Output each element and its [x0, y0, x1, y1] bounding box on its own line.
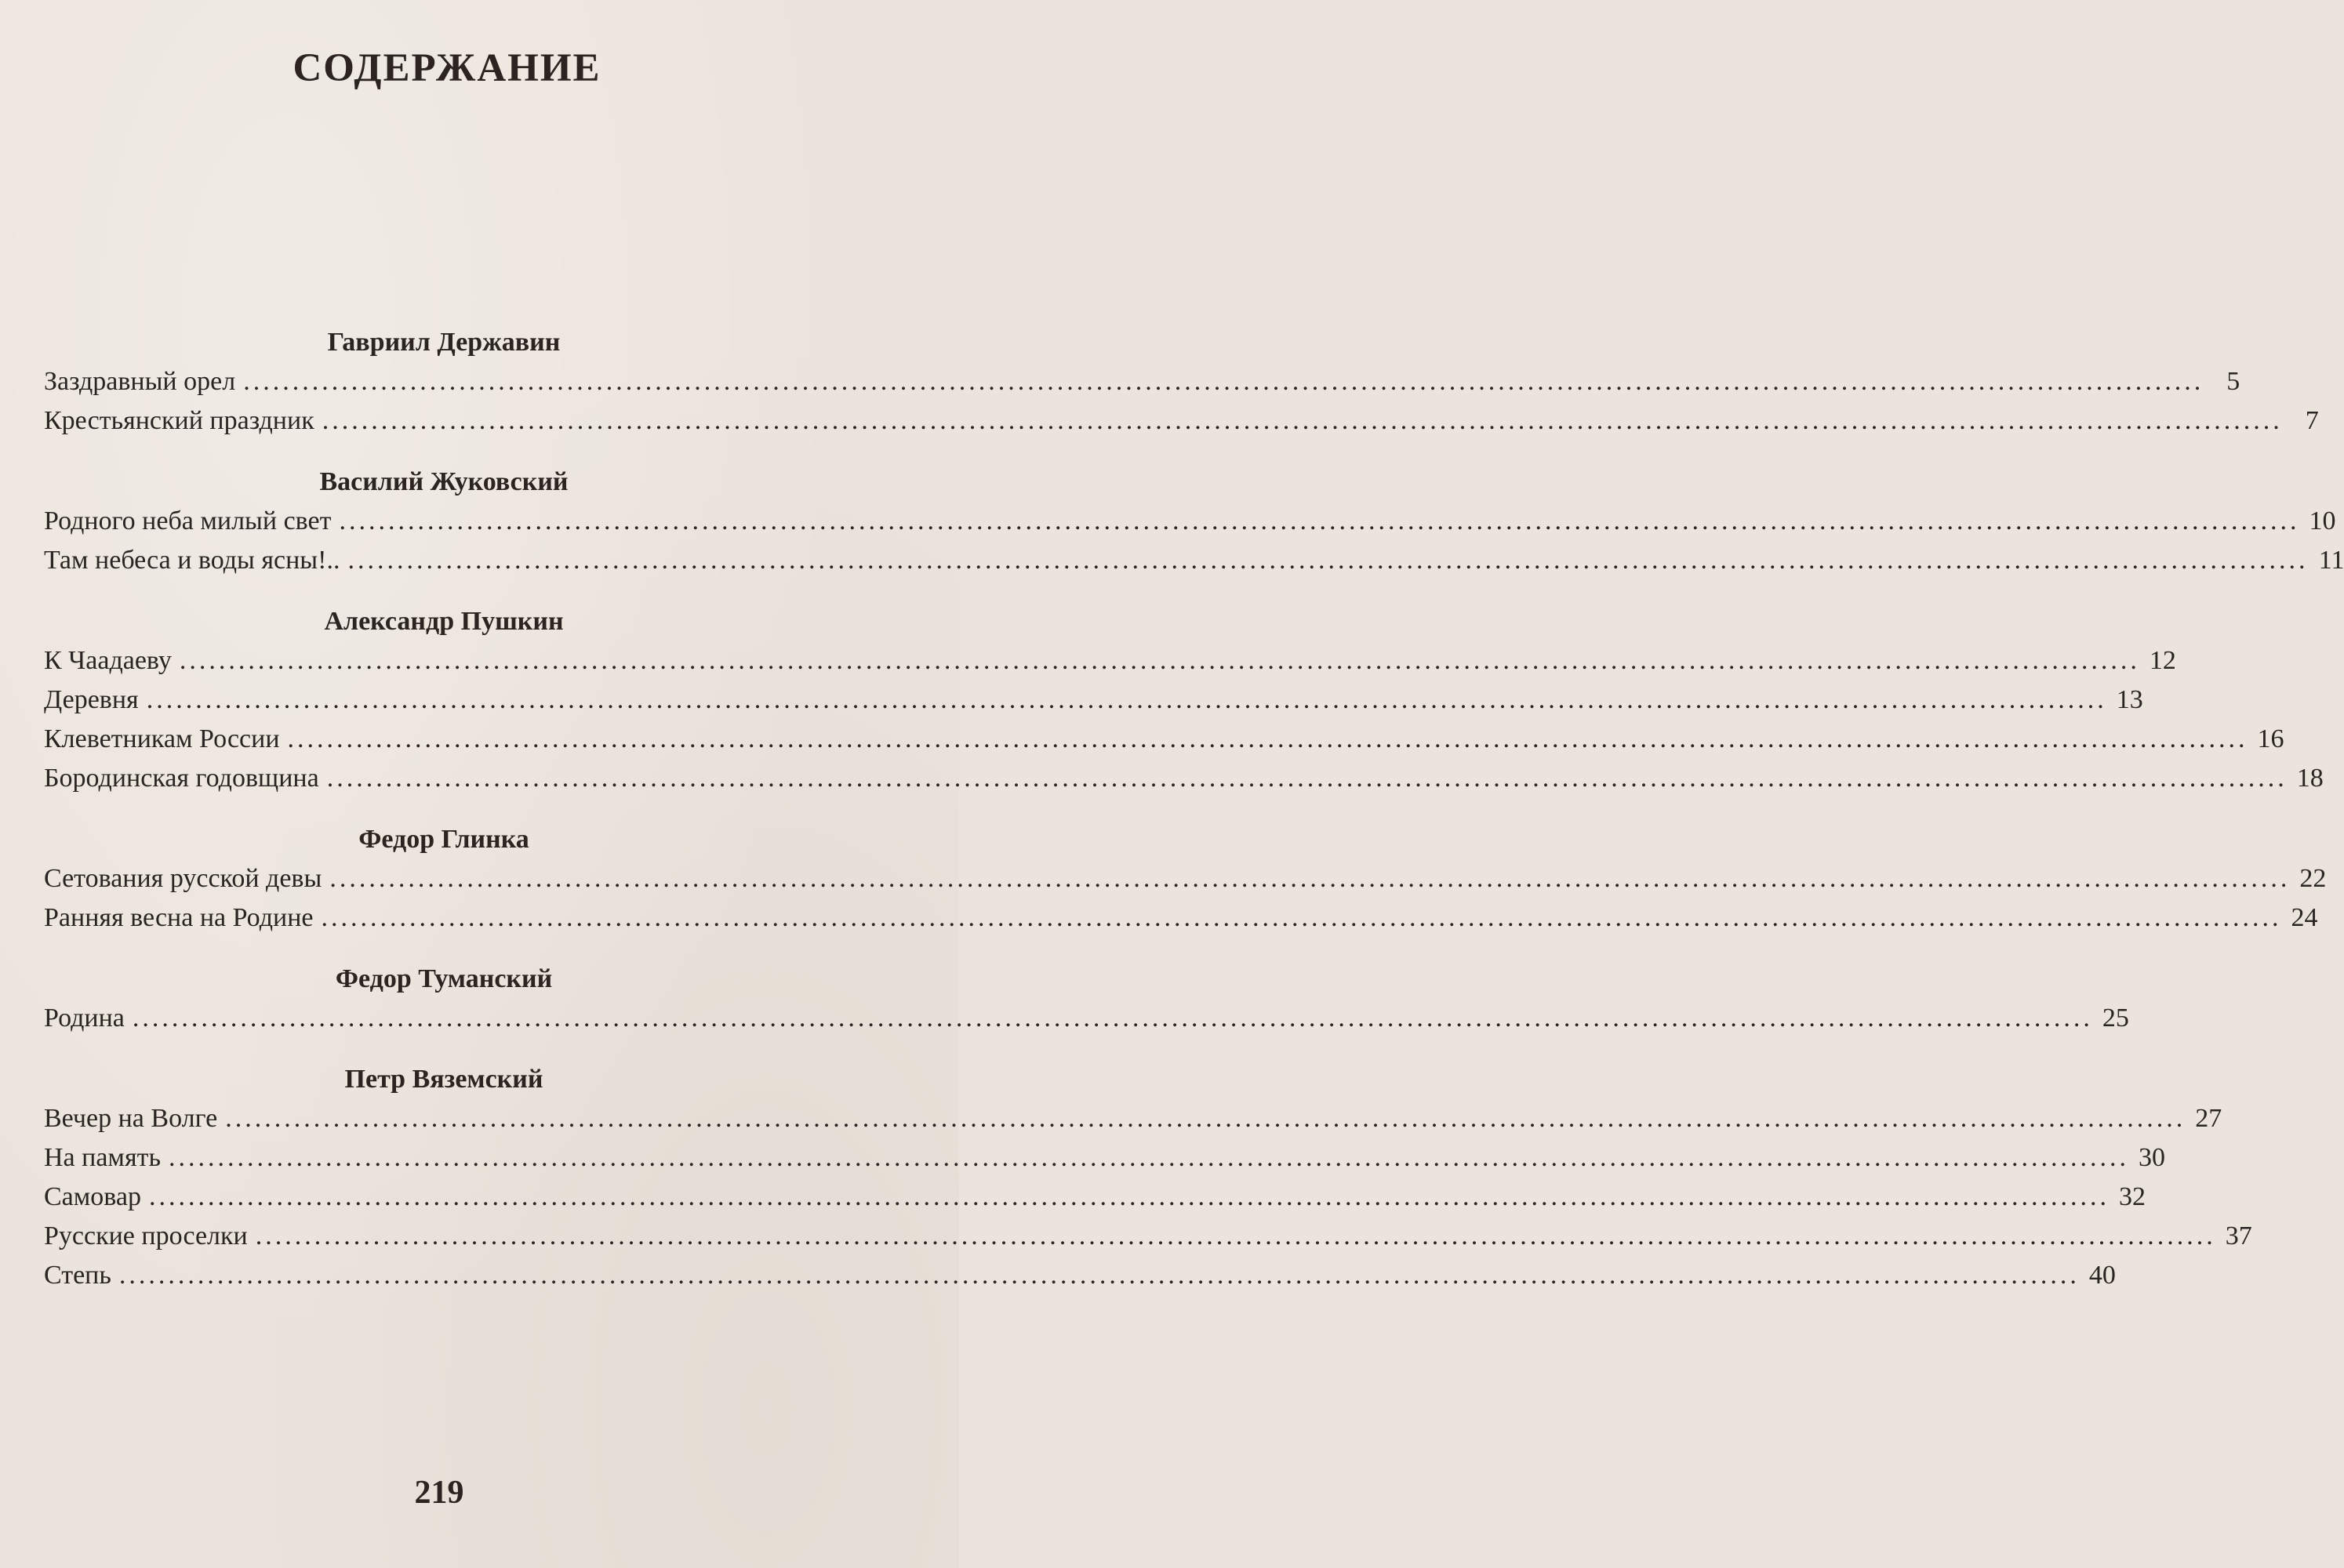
- dot-leader: ........................................................................................................................................................................................................: [118, 1261, 2080, 1290]
- entry-page-number: 32: [2118, 1182, 2146, 1211]
- toc-entry: [44, 898, 2318, 938]
- entry-page-number: 22: [2299, 864, 2327, 893]
- toc-entry: [44, 681, 2143, 720]
- dot-leader: ........................................................................................................................................................................................................: [146, 685, 2107, 714]
- toc-entry: [44, 401, 2319, 441]
- toc-entry: [44, 1256, 2116, 1295]
- author-heading: Федор Туманский: [335, 964, 553, 993]
- page-title: СОДЕРЖАНИЕ: [293, 46, 601, 90]
- entry-title: Вечер на Волге: [44, 1104, 218, 1133]
- entry-title: Русские проселки: [44, 1221, 248, 1250]
- dot-leader: ........................................................................................................................................................................................................: [329, 864, 2291, 893]
- toc-section: [44, 463, 2344, 580]
- toc-entry: [44, 759, 2324, 798]
- entry-title: Степь: [44, 1261, 111, 1290]
- toc-entry: [44, 720, 2284, 759]
- toc-section: [44, 323, 2319, 441]
- entry-title: Крестьянский праздник: [44, 406, 314, 435]
- dot-leader: ........................................................................................................................................................................................................: [287, 724, 2248, 753]
- entry-title: Заздравный орел: [44, 367, 236, 396]
- dot-leader: ........................................................................................................................................................................................................: [322, 406, 2283, 435]
- toc-section: [44, 1060, 2252, 1295]
- entry-title: Ранняя весна на Родине: [44, 903, 314, 932]
- toc-entry: [44, 541, 2344, 580]
- entry-page-number: 27: [2195, 1104, 2222, 1133]
- toc-section: [44, 960, 2129, 1038]
- dot-leader: ........................................................................................................................................................................................................: [179, 646, 2140, 675]
- dot-leader: ........................................................................................................................................................................................................: [148, 1182, 2110, 1211]
- entry-page-number: 24: [2291, 903, 2318, 932]
- author-heading: Гавриил Державин: [327, 328, 561, 357]
- toc-entry: [44, 1138, 2165, 1178]
- entry-title: Родина: [44, 1004, 125, 1033]
- entry-page-number: 13: [2116, 685, 2143, 714]
- toc-entry: [44, 502, 2336, 541]
- entry-page-number: 7: [2305, 406, 2319, 435]
- toc-entry: [44, 1178, 2146, 1217]
- entry-page-number: 18: [2296, 764, 2324, 793]
- entry-page-number: 12: [2149, 646, 2176, 675]
- dot-leader: ........................................................................................................................................................................................................: [168, 1143, 2129, 1172]
- entry-page-number: 16: [2257, 724, 2284, 753]
- entry-title: Сетования русской девы: [44, 864, 322, 893]
- toc-entry: [44, 362, 2240, 401]
- author-heading: Федор Глинка: [358, 825, 529, 854]
- entry-title: Деревня: [44, 685, 139, 714]
- dot-leader: ........................................................................................................................................................................................................: [255, 1221, 2216, 1250]
- entry-title: Клеветникам России: [44, 724, 280, 753]
- dot-leader: ........................................................................................................................................................................................................: [321, 903, 2282, 932]
- dot-leader: ........................................................................................................................................................................................................: [243, 367, 2204, 396]
- toc-entry: [44, 1099, 2222, 1138]
- entry-page-number: 11: [2318, 546, 2344, 575]
- dot-leader: ........................................................................................................................................................................................................: [339, 506, 2300, 535]
- dot-leader: ........................................................................................................................................................................................................: [132, 1004, 2093, 1033]
- entry-page-number: 10: [2309, 506, 2336, 535]
- toc-entry: [44, 999, 2129, 1038]
- entry-title: Там небеса и воды ясны!..: [44, 546, 340, 575]
- author-heading: Василий Жуковский: [319, 467, 569, 496]
- entry-title: Бородинская годовщина: [44, 764, 319, 793]
- author-heading: Александр Пушкин: [324, 607, 564, 636]
- toc-section: [44, 602, 2324, 798]
- entry-page-number: 25: [2102, 1004, 2129, 1033]
- dot-leader: ........................................................................................................................................................................................................: [225, 1104, 2186, 1133]
- toc-entry: [44, 1217, 2252, 1256]
- dot-leader: ........................................................................................................................................................................................................: [326, 764, 2288, 793]
- author-heading: Петр Вяземский: [344, 1065, 543, 1094]
- toc-entry: [44, 641, 2176, 681]
- entry-page-number: 40: [2088, 1261, 2116, 1290]
- toc-entry: [44, 859, 2327, 898]
- entry-title: Самовар: [44, 1182, 141, 1211]
- entry-title: К Чаадаеву: [44, 646, 172, 675]
- entry-page-number: 37: [2225, 1221, 2252, 1250]
- page-number: 219: [414, 1475, 464, 1511]
- table-of-contents: [44, 323, 2344, 1295]
- entry-page-number: 5: [2226, 367, 2240, 396]
- toc-section: [44, 820, 2327, 938]
- entry-title: Родного неба милый свет: [44, 506, 332, 535]
- entry-title: На память: [44, 1143, 161, 1172]
- dot-leader: ........................................................................................................................................................................................................: [347, 546, 2309, 575]
- entry-page-number: 30: [2138, 1143, 2165, 1172]
